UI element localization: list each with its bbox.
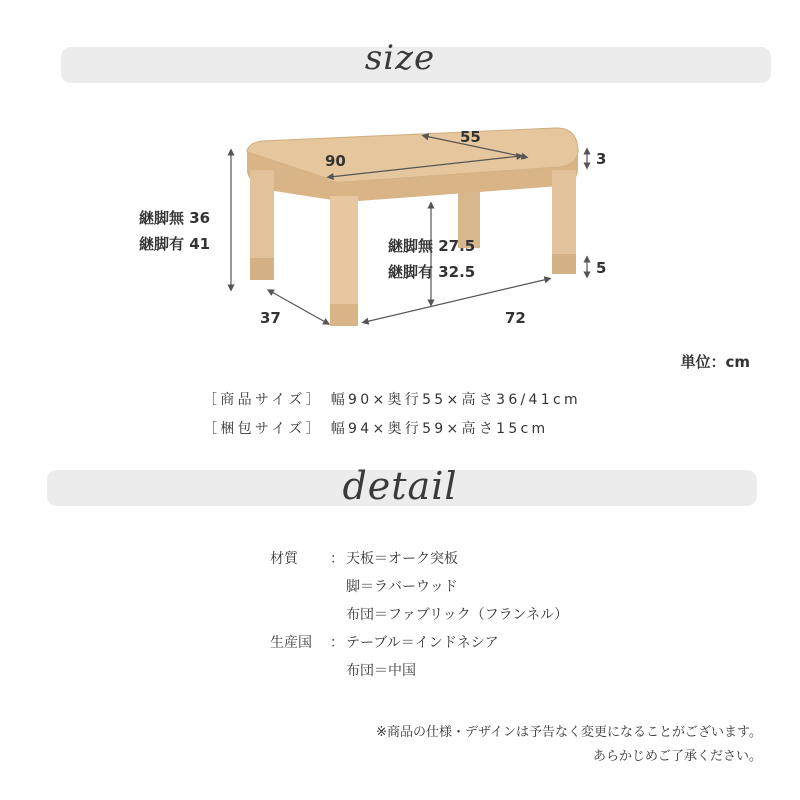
detail-row [270, 576, 568, 604]
width-label: 90 [325, 152, 346, 170]
detail-row-sep [330, 604, 346, 632]
detail-row-label: 材質 [270, 551, 298, 567]
detail-heading: detail [342, 464, 458, 508]
detail-row-label: 生産国 [270, 635, 312, 651]
package-size-text: ［梱包サイズ］ 幅94×奥行59×高さ15cm [203, 421, 549, 437]
top-thickness-label: 3 [596, 150, 607, 168]
detail-row-value: テーブル＝インドネシア [346, 635, 499, 651]
detail-row-label [270, 604, 330, 632]
detail-row-value: 脚＝ラバーウッド [346, 579, 458, 595]
detail-row [270, 548, 568, 576]
leg-extension-label: 5 [596, 259, 607, 277]
detail-row-label [270, 660, 330, 688]
depth-label: 55 [460, 128, 481, 146]
product-size-text: ［商品サイズ］ 幅90×奥行55×高さ36/41cm [203, 392, 581, 408]
detail-row-value: 布団＝中国 [346, 663, 416, 679]
front-corner-leg-foot [330, 304, 358, 326]
detail-spec-list [270, 548, 568, 688]
detail-row-sep [330, 576, 346, 604]
height-with-ext-label: 継脚有 41 [139, 235, 211, 253]
detail-row-sep: ： [330, 551, 344, 567]
table-illustration [0, 0, 800, 340]
size-heading: size [364, 38, 436, 78]
disclaimer-line-1: ※商品の仕様・デザインは予告なく変更になることがございます。 [376, 725, 762, 740]
clearance-without-ext-label: 継脚無 27.5 [388, 237, 476, 255]
detail-row-sep: ： [330, 635, 344, 651]
inner-depth-label: 37 [260, 309, 281, 327]
front-left-leg-foot [250, 258, 274, 280]
height-without-ext-label: 継脚無 36 [139, 209, 211, 227]
detail-row [270, 660, 568, 688]
unit-label: 単位：cm [680, 353, 750, 371]
detail-row-label [270, 576, 330, 604]
inner-width-label: 72 [505, 309, 526, 327]
detail-row-value: 布団＝ファブリック（フランネル） [346, 607, 569, 623]
detail-row [270, 604, 568, 632]
detail-row-value: 天板＝オーク突板 [346, 551, 458, 567]
front-right-leg-foot [552, 254, 576, 274]
clearance-with-ext-label: 継脚有 32.5 [388, 263, 476, 281]
detail-row-sep [330, 660, 346, 688]
disclaimer-line-2: あらかじめご了承ください。 [592, 749, 762, 764]
detail-row [270, 632, 568, 660]
